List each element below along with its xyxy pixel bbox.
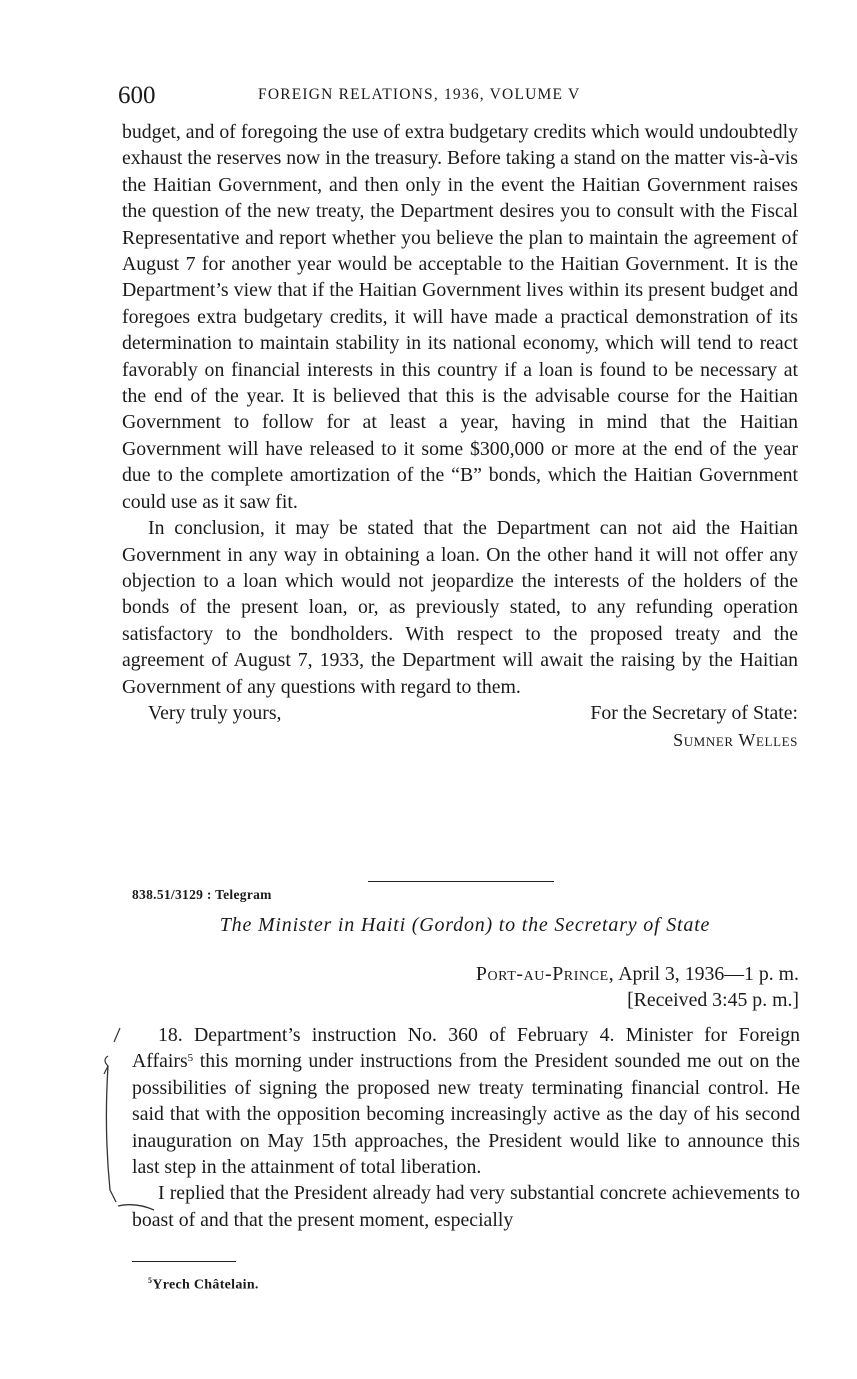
letter-closing xyxy=(122,700,798,727)
running-head xyxy=(118,82,798,112)
signature-name: Sumner Welles xyxy=(673,729,798,750)
signature-for: For the Secretary of State: xyxy=(590,701,798,724)
footnote-rule xyxy=(132,1261,236,1262)
footnote-text: Yrech Châtelain. xyxy=(152,1277,259,1293)
document-title: The Minister in Haiti (Gordon) to the Secretary of State xyxy=(219,914,711,936)
telegram-paragraph-1 xyxy=(132,1022,800,1180)
running-title: FOREIGN RELATIONS, 1936, VOLUME V xyxy=(258,86,581,103)
dateline-date: April 3, 1936—1 p. m. xyxy=(614,963,799,985)
dateline xyxy=(476,961,799,1013)
letter-body xyxy=(122,119,798,753)
telegram-paragraph-1-start: 18. Department’s instruction No. 360 of February 4. Minister for Foreign Affairs xyxy=(132,1024,800,1073)
footnote-marker: 5 xyxy=(148,1276,153,1285)
telegram-body xyxy=(132,1022,800,1233)
letter-paragraph-2: In conclusion, it may be stated that the Department can not aid the Haitian Government in any way in obtaining a loan. On the other hand it will not offer any objection to a loan which would not jeopardize the interests of the holders of the bonds of the present loan, or, as previously stated, to any refunding operation satisfactory to the bondholders. With respect to the proposed treaty and the agreement of August 7, 1933, the Department will await the raising by the Haitian Government of any questions with regard to them. xyxy=(122,517,798,698)
page-number: 600 xyxy=(118,82,156,109)
received-time: [Received 3:45 p. m.] xyxy=(627,989,799,1011)
section-divider xyxy=(368,881,554,882)
telegram-paragraph-1-end: this morning under instructions from the President sounded me out on the possibilities of signing the proposed new treaty terminating financial control. He said that with the opposition becoming increasingly active as the day of his second inauguration on May 15th approaches, the President would like to announce this last step in the attainment of total liberation. xyxy=(132,1050,800,1179)
footnote xyxy=(148,1276,259,1294)
footnote-reference: 5 xyxy=(187,1052,194,1065)
complimentary-close: Very truly yours, xyxy=(148,701,282,724)
letter-paragraph-1: budget, and of foregoing the use of extra budgetary credits which would undoubtedly exhaust the reserves now in the treasury. Before taking a stand on the matter vis-à-vis the Haitian Government, and then only in the event the Haitian Government raises the question of the new treaty, the Department desires you to consult with the Fiscal Representative and report whether you believe the plan to maintain the agreement of August 7 for another year would be acceptable to the Haitian Government. It is the Department’s view that if the Haitian Government lives within its present budget and foregoes extra budgetary credits, it will have made a practical demonstration of its determination to maintain stability in its national economy, which will tend to react favorably on financial interests in this country if a loan is found to be necessary at the end of the year. It is believed that this is the advisable course for the Haitian Government to follow for at least a year, having in mind that the Haitian Government will have released to it some $300,000 or more at the end of the year due to the complete amortization of the “B” bonds, which the Haitian Government could use as it saw fit. xyxy=(122,121,799,513)
dateline-place: Port-au-Prince, xyxy=(475,963,615,985)
telegram-paragraph-2: I replied that the President already had very substantial concrete achievements to boast of and that the present moment, especially xyxy=(132,1182,800,1231)
file-reference: 838.51/3129 : Telegram xyxy=(132,887,272,902)
